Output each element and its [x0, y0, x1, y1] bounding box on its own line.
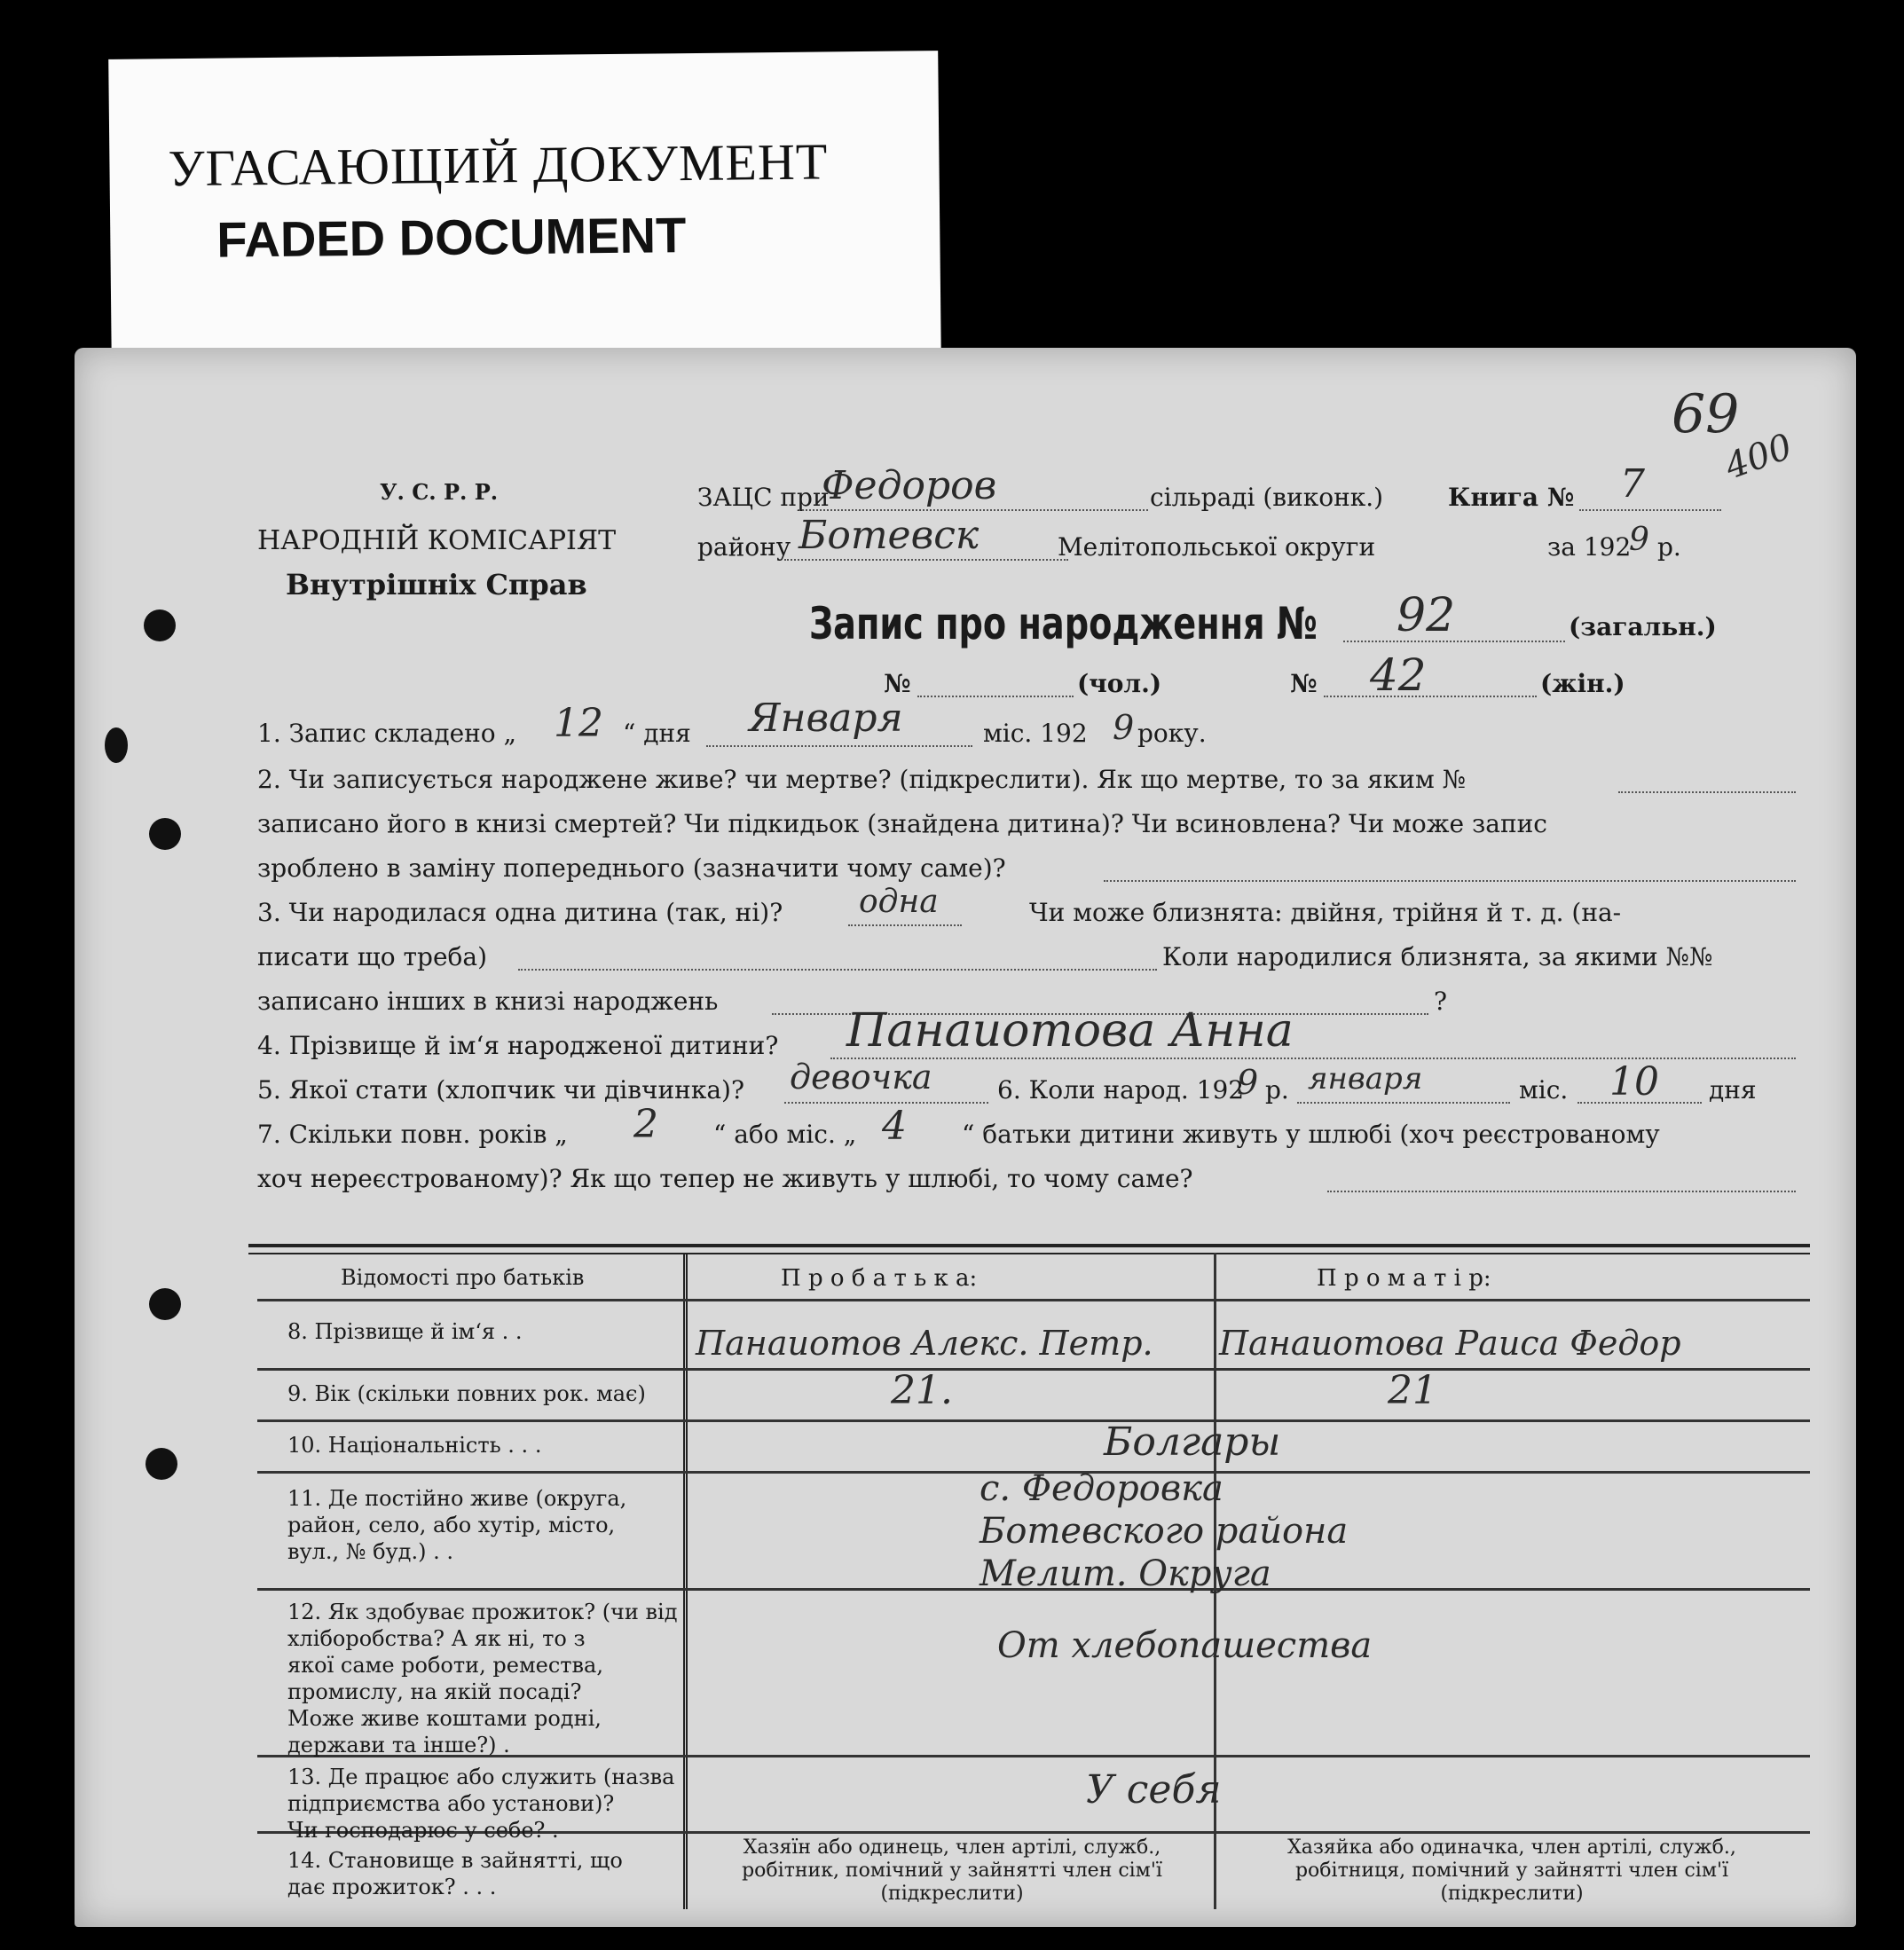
q7-text-c: “ батьки дитини живуть у шлюбі (хоч реєстрованому: [962, 1120, 1660, 1149]
male-label: (чол.): [1077, 669, 1162, 698]
q1-day: 12: [554, 701, 603, 746]
commissariat-label: НАРОДНІЙ КОМІСАРІЯТ: [257, 525, 617, 556]
row-10-both: Болгары: [1104, 1419, 1281, 1465]
row-9-father: 21.: [891, 1368, 953, 1413]
book-value: 7: [1620, 461, 1645, 507]
row-10-label: 10. Національність . . .: [287, 1433, 542, 1458]
q1-text-a: 1. Запис складено „: [257, 719, 517, 748]
note-line-ru: УГАСАЮЩИЙ ДОКУМЕНТ: [168, 132, 829, 198]
birth-record-form: [75, 348, 1856, 1927]
col-mother-header: П р о м а т і р:: [1317, 1265, 1491, 1292]
col-father-header: П р о б а т ь к а:: [781, 1265, 978, 1292]
row-11-both: с. Федоровка Ботевского района Мелит. Округа: [980, 1468, 1349, 1594]
row-14-father: Хазяїн або одинець, член артілі, служб., робітник, помічний у зайнятті член сім'ї (підкреслити): [742, 1836, 1162, 1905]
q4-value: Панаиотова Анна: [846, 1004, 1294, 1058]
internal-affairs-label: Внутрішніх Справ: [286, 568, 587, 602]
record-number: 92: [1397, 589, 1456, 642]
q3-text-e: записано інших в книзі народжень: [257, 987, 719, 1016]
q7-text-b: “ або міс. „: [713, 1120, 857, 1149]
raion-label: району: [697, 532, 791, 562]
row-11-label: 11. Де постійно живе (округа, район, село, або хутір, місто, вул., № буд.) . .: [287, 1486, 627, 1564]
record-title: Запис про народження №: [809, 598, 1318, 649]
q7-text-a: 7. Скільки повн. років „: [257, 1120, 568, 1149]
selrada-label: сільраді (виконк.): [1150, 483, 1384, 512]
q6-text-d: дня: [1709, 1075, 1757, 1105]
q6-text-a: 6. Коли народ. 192: [997, 1075, 1245, 1105]
q5-value: девочка: [790, 1058, 932, 1097]
year-value: 9: [1629, 522, 1649, 558]
q6-text-c: міс.: [1519, 1075, 1569, 1105]
q1-month: Января: [749, 696, 903, 741]
year-label: за 192: [1547, 532, 1632, 562]
q6-day: 10: [1609, 1059, 1659, 1105]
female-label: (жін.): [1540, 669, 1625, 698]
q1-text-c: міс. 192: [983, 719, 1088, 748]
q3-question-mark: ?: [1434, 987, 1448, 1016]
q6-year: 9: [1237, 1063, 1259, 1102]
raion-value: Ботевск: [799, 513, 980, 558]
year-suffix: р.: [1657, 532, 1681, 562]
q6-text-b: р.: [1265, 1075, 1289, 1105]
q1-year: 9: [1113, 708, 1135, 747]
book-label: Книга №: [1448, 483, 1575, 512]
q3-text-a: 3. Чи народилася одна дитина (так, ні)?: [257, 898, 783, 927]
q2-line-2: записано його в книзі смертей? Чи підкидьок (знайдена дитина)? Чи всиновлена? Чи може запис: [257, 809, 1547, 838]
female-number-value: 42: [1370, 649, 1427, 701]
row-8-mother: Панаиотова Раиса Федор: [1219, 1324, 1681, 1363]
zags-label: ЗАЦС при: [697, 483, 830, 512]
punch-hole: [149, 818, 181, 850]
row-9-mother: 21: [1388, 1368, 1437, 1413]
female-number-label: №: [1290, 669, 1318, 698]
q6-month: января: [1308, 1061, 1423, 1097]
punch-hole: [149, 1288, 181, 1320]
row-9-label: 9. Вік (скільки повних рок. має): [287, 1381, 646, 1406]
q2-line-3: зроблено в заміну попереднього (зазначити чому саме)?: [257, 853, 1006, 883]
row-14-mother: Хазяйка або одиначка, член артілі, служб., робітниця, помічний у зайнятті член сім'ї (підкреслити): [1287, 1836, 1736, 1905]
ussr-label: У. С. Р. Р.: [380, 479, 499, 505]
row-12-label: 12. Як здобуває прожиток? (чи від хліборобства? А як ні, то з якої саме роботи, ремества, промислу, на якій посаді? Може живе коштами родні, держави та інше?) .: [287, 1600, 678, 1757]
q7-years: 2: [633, 1102, 658, 1147]
faded-document-note: [108, 51, 941, 366]
q7-months: 4: [882, 1104, 907, 1149]
q3-text-c: писати що треба): [257, 942, 487, 971]
general-label: (загальн.): [1569, 612, 1717, 641]
q7-text-d: хоч нереєстрованому)? Як що тепер не живуть у шлюбі, то чому саме?: [257, 1164, 1193, 1193]
col-info-header: Відомості про батьків: [341, 1265, 585, 1290]
row-13-label: 13. Де працює або служить (назва підприємства або установи)? Чи господарює у себе? .: [287, 1765, 675, 1843]
punch-hole: [105, 727, 128, 763]
punch-hole: [146, 1448, 177, 1480]
zags-value: Федоров: [822, 463, 997, 508]
q1-text-b: “ дня: [623, 719, 691, 748]
okrug-label: Мелітопольської округи: [1058, 532, 1376, 562]
row-14-label: 14. Становище в зайнятті, що дає прожиток? . . .: [287, 1848, 623, 1899]
corner-mark-2: 400: [1719, 426, 1798, 488]
punch-hole: [144, 609, 176, 641]
q3-text-d: Коли народилися близнята, за якими №№: [1162, 942, 1713, 971]
male-number-label: №: [884, 669, 911, 698]
q1-text-d: року.: [1137, 719, 1207, 748]
q5-text: 5. Якої стати (хлопчик чи дівчинка)?: [257, 1075, 744, 1105]
q3-text-b: Чи може близнята: двійня, трійня й т. д. (на-: [1029, 898, 1622, 927]
q2-line-1: 2. Чи записується народжене живе? чи мертве? (підкреслити). Як що мертве, то за яким №: [257, 765, 1467, 794]
row-13-both: У себя: [1086, 1767, 1222, 1812]
note-line-en: FADED DOCUMENT: [216, 207, 687, 268]
q3-value: одна: [859, 884, 939, 920]
corner-mark-1: 69: [1672, 383, 1740, 445]
row-12-both: От хлебопашества: [997, 1625, 1373, 1666]
row-8-father: Панаиотов Алекс. Петр.: [696, 1324, 1153, 1363]
row-8-label: 8. Прізвище й ім‘я . .: [287, 1319, 523, 1344]
q4-text: 4. Прізвище й ім‘я народженої дитини?: [257, 1031, 779, 1060]
